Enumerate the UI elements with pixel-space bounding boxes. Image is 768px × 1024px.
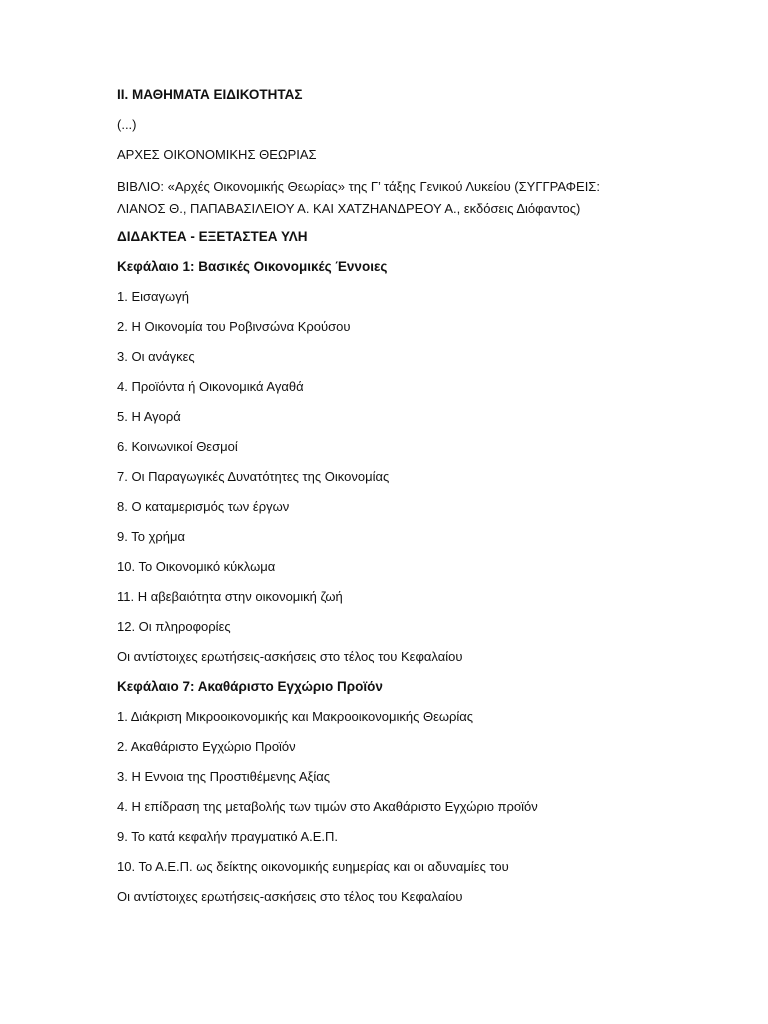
list-item: 2. Ακαθάριστο Εγχώριο Προϊόν xyxy=(117,739,296,754)
list-item: 7. Οι Παραγωγικές Δυνατότητες της Οικονομίας xyxy=(117,469,390,484)
list-item: 3. Οι ανάγκες xyxy=(117,349,195,364)
chapter-7-title: Κεφάλαιο 7: Ακαθάριστο Εγχώριο Προϊόν xyxy=(117,679,383,694)
list-item: 3. Η Εννοια της Προστιθέμενης Αξίας xyxy=(117,769,331,784)
document-page xyxy=(117,86,677,918)
list-item: 1. Διάκριση Μικροοικονομικής και Μακροοικονομικής Θεωρίας xyxy=(117,709,474,724)
list-item: 2. Η Οικονομία του Ροβινσώνα Κρούσου xyxy=(117,319,351,334)
list-item: 1. Εισαγωγή xyxy=(117,289,189,304)
list-item: 10. Το Οικονομικό κύκλωμα xyxy=(117,559,276,574)
section-title: II. ΜΑΘΗΜΑΤΑ ΕΙΔΙΚΟΤΗΤΑΣ xyxy=(117,87,303,102)
chapter-7-note: Οι αντίστοιχες ερωτήσεις-ασκήσεις στο τέλος του Κεφαλαίου xyxy=(117,889,463,904)
list-item: 8. Ο καταμερισμός των έργων xyxy=(117,499,290,514)
course-title: ΑΡΧΕΣ ΟΙΚΟΝΟΜΙΚΗΣ ΘΕΩΡΙΑΣ xyxy=(117,147,317,162)
chapter-7-list xyxy=(117,708,677,876)
list-item: 4. Προϊόντα ή Οικονομικά Αγαθά xyxy=(117,379,304,394)
book-reference-line-2: ΛΙΑΝΟΣ Θ., ΠΑΠΑΒΑΣΙΛΕΙΟΥ Α. ΚΑΙ ΧΑΤΖΗΑΝΔΡΕΟΥ Α., εκδόσεις Διόφαντος) xyxy=(117,201,581,216)
book-reference-line-1: ΒΙΒΛΙΟ: «Αρχές Οικονομικής Θεωρίας» της Γ’ τάξης Γενικού Λυκείου (ΣΥΓΓΡΑΦΕΙΣ: xyxy=(117,179,600,194)
list-item: 9. Το χρήμα xyxy=(117,529,186,544)
list-item: 10. Το Α.Ε.Π. ως δείκτης οικονομικής ευημερίας και οι αδυναμίες του xyxy=(117,859,509,874)
list-item: 5. Η Αγορά xyxy=(117,409,181,424)
list-item: 9. Το κατά κεφαλήν πραγματικό Α.Ε.Π. xyxy=(117,829,339,844)
ellipsis-text: (...) xyxy=(117,117,137,132)
chapter-1-title: Κεφάλαιο 1: Βασικές Οικονομικές Έννοιες xyxy=(117,259,388,274)
book-reference xyxy=(117,176,677,220)
list-item: 6. Κοινωνικοί Θεσμοί xyxy=(117,439,238,454)
chapter-1-list xyxy=(117,288,677,636)
syllabus-heading: ΔΙΔΑΚΤΕΑ - ΕΞΕΤΑΣΤΕΑ ΥΛΗ xyxy=(117,229,308,244)
list-item: 4. Η επίδραση της μεταβολής των τιμών στο Ακαθάριστο Εγχώριο προϊόν xyxy=(117,799,538,814)
chapter-1-note: Οι αντίστοιχες ερωτήσεις-ασκήσεις στο τέλος του Κεφαλαίου xyxy=(117,649,463,664)
list-item: 12. Οι πληροφορίες xyxy=(117,619,231,634)
list-item: 11. Η αβεβαιότητα στην οικονομική ζωή xyxy=(117,589,343,604)
